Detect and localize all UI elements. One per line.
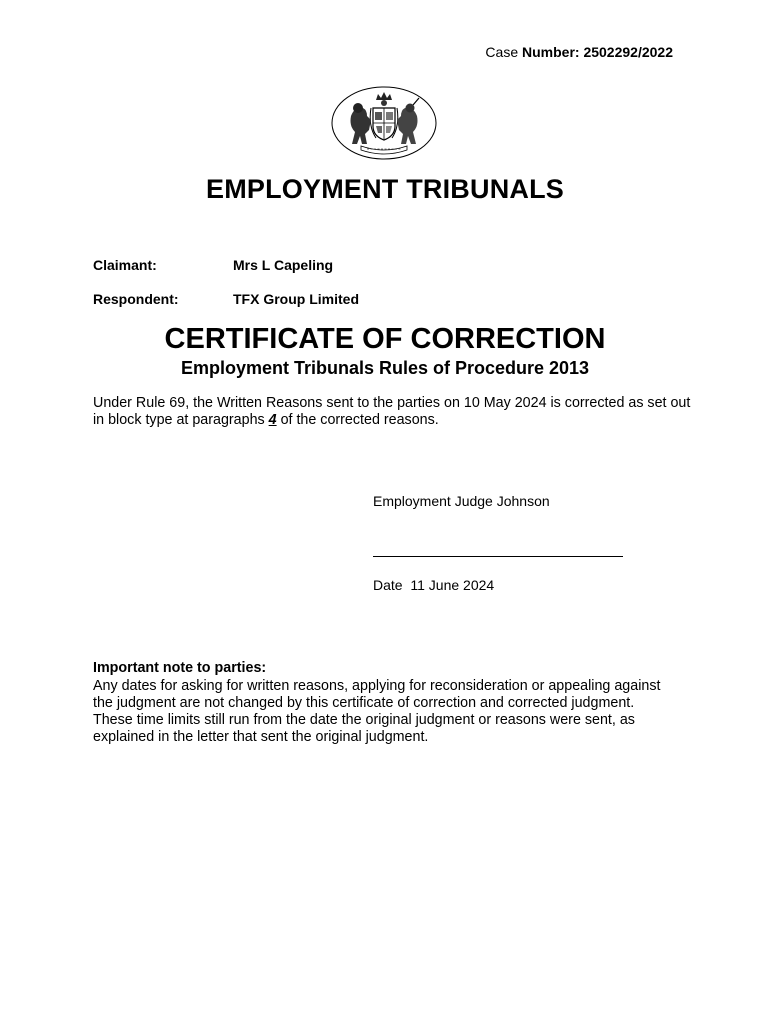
paragraph-number: 4: [268, 412, 277, 428]
body-text-after: of the corrected reasons.: [276, 412, 439, 428]
signature-line: [373, 556, 623, 557]
certificate-title: CERTIFICATE OF CORRECTION: [164, 323, 606, 355]
note-heading: Important note to parties:: [93, 660, 267, 676]
certificate-subtitle: Employment Tribunals Rules of Procedure 2013: [180, 358, 590, 378]
claimant-label: Claimant:: [93, 257, 157, 273]
case-label: Case: [485, 44, 519, 60]
respondent-label: Respondent:: [93, 291, 179, 307]
body-text-before: Under Rule 69, the Written Reasons sent to the parties on 10 May 2024 is corrected as set out in block type at paragraphs: [93, 395, 691, 428]
respondent-name: TFX Group Limited: [233, 291, 359, 307]
note-text: Any dates for asking for written reasons, applying for reconsideration or appealing against the judgment are not changed by this certificate of correction and corrected judgment. These time limits still run from the date the original judgment or reasons were sent, as explained in the letter that sent the original judgment.: [93, 678, 661, 745]
page-title: EMPLOYMENT TRIBUNALS: [206, 174, 564, 204]
case-number: [485, 44, 673, 60]
judge-name: Employment Judge Johnson: [373, 493, 550, 509]
claimant-row: [93, 257, 333, 273]
royal-coat-of-arms-icon: [331, 86, 437, 160]
certificate-body: [93, 395, 693, 429]
case-number-label: Number:: [522, 44, 580, 60]
date-label: Date: [373, 577, 403, 593]
respondent-row: [93, 291, 359, 307]
claimant-name: Mrs L Capeling: [233, 257, 334, 273]
signature-date: [373, 577, 494, 593]
date-value: 11 June 2024: [410, 577, 495, 593]
case-number-value: 2502292/2022: [583, 44, 673, 60]
